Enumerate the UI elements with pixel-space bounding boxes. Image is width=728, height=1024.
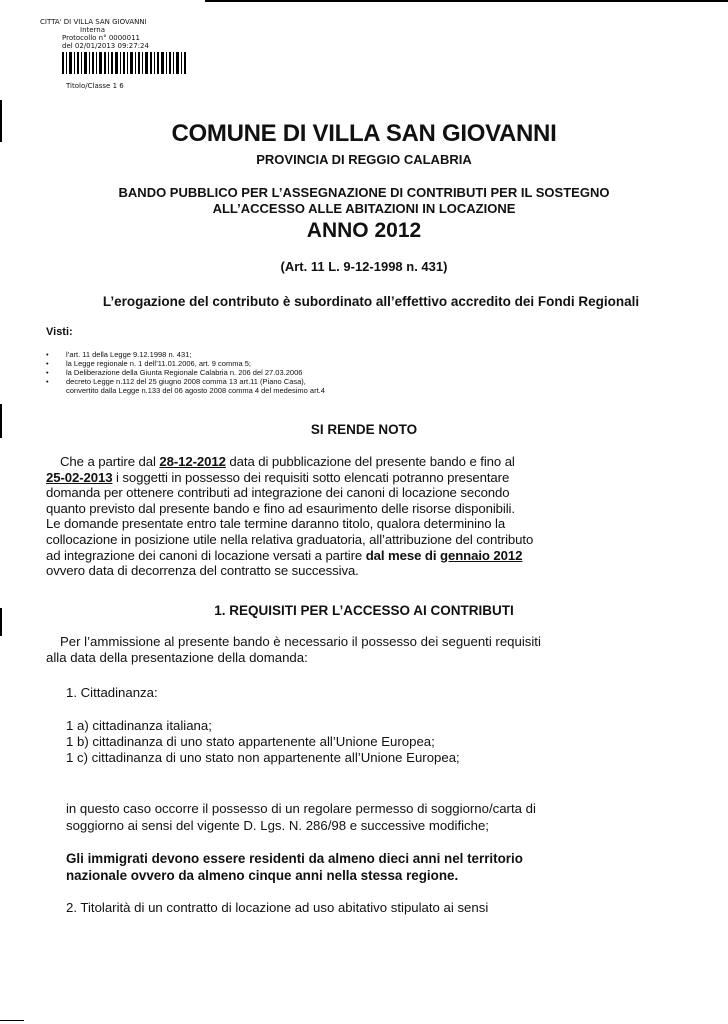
- section1-intro: [46, 634, 686, 666]
- citizenship-option: 1 b) cittadinanza di uno stato appartenente all’Unione Europea;: [66, 734, 435, 749]
- list-item: • decreto Legge n.112 del 25 giugno 2008 comma 13 art.11 (Piano Casa),: [46, 377, 306, 386]
- citizenship-options: [66, 718, 686, 766]
- intro-text: data di pubblicazione del presente bando e fino al: [225, 454, 515, 469]
- bando-title-line1: BANDO PUBBLICO PER L’ASSEGNAZIONE DI CONTRIBUTI PER IL SOSTEGNO: [118, 185, 610, 200]
- year-title: ANNO 2012: [306, 219, 422, 242]
- intro-line: [46, 454, 686, 470]
- citizenship-option: 1 a) cittadinanza italiana;: [66, 718, 212, 733]
- citizenship-label: 1. Cittadinanza:: [66, 685, 158, 700]
- intro-line: collocazione in posizione utile nella relativa graduatoria, all’attribuzione del contributo: [46, 531, 534, 547]
- intro-text: Che a partire dal: [60, 454, 160, 469]
- visti-item-text: decreto Legge n.112 del 25 giugno 2008 comma 13 art.11 (Piano Casa),: [66, 377, 306, 386]
- section1-heading: 1. REQUISITI PER L’ACCESSO AI CONTRIBUTI: [214, 603, 514, 618]
- stamp-protocol: Protocollo n° 0000011: [62, 34, 140, 42]
- visti-item-text: la Legge regionale n. 1 dell’11.01.2006, art. 9 comma 5;: [66, 359, 251, 368]
- barcode-icon: [62, 52, 188, 78]
- scan-top-line: [205, 0, 728, 2]
- citizenship-option: 1 c) cittadinanza di uno stato non appartenente all’Unione Europea;: [66, 750, 460, 765]
- intro-line: Le domande presentate entro tale termine daranno titolo, qualora determinino la: [46, 516, 506, 532]
- list-item: [46, 386, 446, 395]
- intro-line: domanda per ottenere contributi ad integrazione dei canoni di locazione secondo: [46, 485, 510, 501]
- end-date: 25-02-2013: [46, 469, 113, 485]
- protocol-stamp: [40, 18, 202, 50]
- list-item: • la Deliberazione della Giunta Regionale Calabria n. 206 del 27.03.2006: [46, 368, 303, 377]
- province-subtitle: PROVINCIA DI REGGIO CALABRIA: [256, 152, 472, 167]
- intro-paragraph: [46, 454, 686, 579]
- municipality-title: COMUNE DI VILLA SAN GIOVANNI: [171, 120, 557, 147]
- section1-line: Per l’ammissione al presente bando è necessario il possesso dei seguenti requisiti: [60, 634, 541, 649]
- intro-text: i soggetti in possesso dei requisiti sotto elencati potranno presentare: [112, 469, 510, 485]
- visti-item-text: l’art. 11 della Legge 9.12.1998 n. 431;: [66, 350, 192, 359]
- list-item: • l’art. 11 della Legge 9.12.1998 n. 431;: [46, 350, 192, 359]
- intro-line: quanto previsto dal presente bando e fino ad esaurimento delle risorse disponibili.: [46, 500, 515, 516]
- residency-requirement: [66, 850, 686, 884]
- permit-note-line: in questo caso occorre il possesso di un regolare permesso di soggiorno/carta di: [66, 801, 536, 816]
- rende-noto-heading: SI RENDE NOTO: [310, 422, 418, 437]
- visti-item-text: convertito dalla Legge n.133 del 06 agosto 2008 comma 4 del medesimo art.4: [66, 386, 325, 395]
- intro-line: [46, 470, 686, 486]
- permit-note: [66, 800, 686, 834]
- lease-requirement: 2. Titolarità di un contratto di locazione ad uso abitativo stipulato ai sensi: [66, 900, 489, 915]
- section1-line: alla data della presentazione della domanda:: [46, 650, 308, 665]
- residency-line: nazionale ovvero da almeno cinque anni nella stessa regione.: [66, 868, 459, 883]
- stamp-classification: Titolo/Classe 1 6: [66, 82, 124, 90]
- visti-list: [46, 350, 446, 395]
- intro-text: ad integrazione dei canoni di locazione versati a partire: [46, 547, 366, 563]
- stamp-city: CITTA' DI VILLA SAN GIOVANNI: [40, 18, 147, 26]
- intro-line: [46, 548, 686, 564]
- visti-item-text: la Deliberazione della Giunta Regionale Calabria n. 206 del 27.03.2006: [66, 368, 303, 377]
- funding-notice: L’erogazione del contributo è subordinato all’effettivo accredito dei Fondi Regionali: [102, 294, 640, 309]
- month-highlight: gennaio 2012: [440, 547, 523, 563]
- list-item: • la Legge regionale n. 1 dell’11.01.2006, art. 9 comma 5;: [46, 359, 251, 368]
- stamp-date: del 02/01/2013 09:27:24: [62, 42, 149, 50]
- stamp-type: Interna: [80, 26, 106, 34]
- visti-label: Visti:: [46, 326, 73, 338]
- permit-note-line: soggiorno ai sensi del vigente D. Lgs. N. 286/98 e successive modifiche;: [66, 818, 489, 833]
- bando-title-line2: ALL’ACCESSO ALLE ABITAZIONI IN LOCAZIONE: [212, 201, 516, 216]
- law-reference: (Art. 11 L. 9-12-1998 n. 431): [280, 259, 448, 274]
- start-date: 28-12-2012: [159, 454, 226, 469]
- scan-bottom-mark: [0, 1020, 24, 1021]
- intro-line: ovvero data di decorrenza del contratto se successiva.: [46, 563, 359, 579]
- residency-line: Gli immigrati devono essere residenti da almeno dieci anni nel territorio: [66, 851, 523, 866]
- intro-text-bold: dal mese di: [365, 547, 440, 563]
